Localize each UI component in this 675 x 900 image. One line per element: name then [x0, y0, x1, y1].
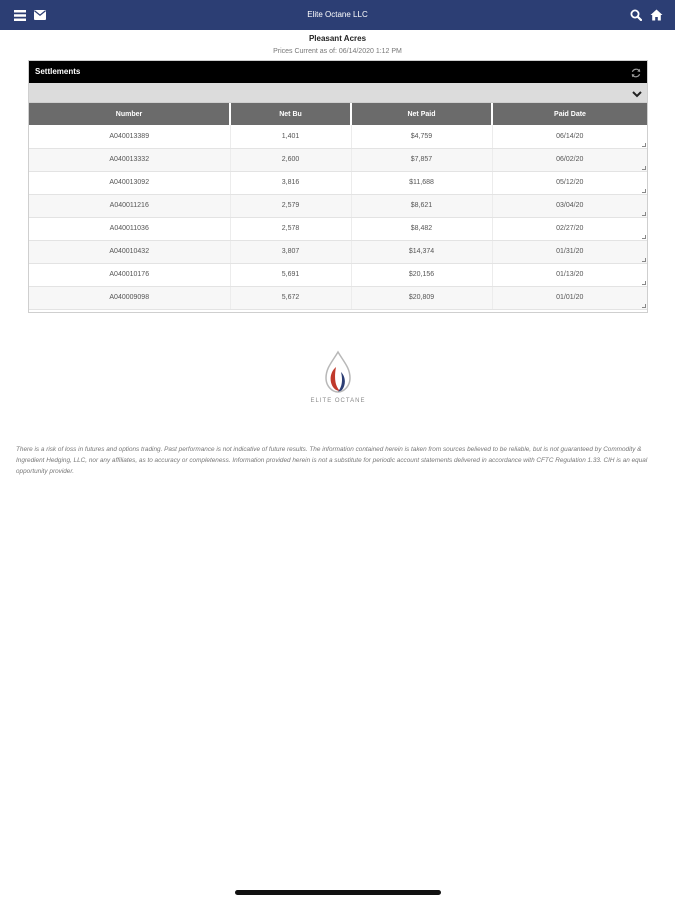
column-header-net-bu[interactable]: Net Bu	[230, 103, 351, 125]
home-indicator[interactable]	[235, 890, 441, 895]
settlements-table	[29, 103, 647, 310]
resize-handle-icon[interactable]	[642, 189, 646, 193]
refresh-icon[interactable]	[630, 66, 642, 78]
paid-date-text: 01/01/20	[556, 294, 584, 301]
table-header-row	[29, 103, 647, 125]
column-header-net-paid[interactable]: Net Paid	[351, 103, 492, 125]
company-logo	[292, 350, 384, 410]
paid-date-text: 06/14/20	[556, 132, 584, 140]
table-row[interactable]	[29, 148, 647, 171]
cell-paid-date	[492, 263, 647, 286]
cell-number: A040011036	[29, 217, 230, 240]
cell-number: A040011216	[29, 194, 230, 217]
column-header-number[interactable]: Number	[29, 103, 230, 125]
cell-paid-date	[492, 217, 647, 240]
home-icon[interactable]	[649, 8, 663, 22]
filter-toggle-bar[interactable]	[29, 83, 647, 103]
cell-net-paid: $11,688	[351, 171, 492, 194]
cell-net-paid: $14,374	[351, 240, 492, 263]
cell-net-paid: $4,759	[351, 125, 492, 148]
cell-paid-date	[492, 194, 647, 217]
column-header-paid-date[interactable]: Paid Date	[492, 103, 647, 125]
table-row[interactable]	[29, 194, 647, 217]
cell-net-paid: $7,857	[351, 148, 492, 171]
cell-net-bu: 5,691	[230, 263, 351, 286]
cell-net-paid: $20,156	[351, 263, 492, 286]
cell-net-bu: 2,578	[230, 217, 351, 240]
table-row[interactable]	[29, 240, 647, 263]
cell-net-paid: $20,809	[351, 286, 492, 309]
chevron-down-icon[interactable]	[631, 87, 643, 99]
paid-date-text: 01/31/20	[556, 248, 584, 255]
table-row[interactable]	[29, 286, 647, 309]
cell-net-bu: 2,579	[230, 194, 351, 217]
settlements-panel-header	[29, 61, 647, 83]
cell-net-bu: 3,816	[230, 171, 351, 194]
cell-paid-date	[492, 125, 647, 148]
page-header	[0, 33, 675, 57]
cell-number: A040013332	[29, 148, 230, 171]
cell-number: A040010176	[29, 263, 230, 286]
cell-paid-date	[492, 148, 647, 171]
settlements-panel	[28, 60, 648, 313]
cell-number: A040010432	[29, 240, 230, 263]
table-row[interactable]	[29, 125, 647, 148]
logo-wordmark: ELITE OCTANE	[310, 398, 366, 404]
cell-number: A040013092	[29, 171, 230, 194]
farm-name: Pleasant Acres	[308, 34, 367, 43]
resize-handle-icon[interactable]	[642, 143, 646, 147]
paid-date-text: 01/13/20	[556, 271, 584, 278]
paid-date-text: 06/02/20	[556, 156, 584, 163]
resize-handle-icon[interactable]	[642, 166, 646, 170]
table-row[interactable]	[29, 171, 647, 194]
cell-paid-date	[492, 171, 647, 194]
droplet-logo-icon	[292, 350, 384, 396]
cell-net-paid: $8,482	[351, 217, 492, 240]
cell-paid-date	[492, 286, 647, 309]
app-title: Elite Octane LLC	[307, 10, 368, 19]
cell-net-paid: $8,621	[351, 194, 492, 217]
cell-net-bu: 5,672	[230, 286, 351, 309]
settlements-title: Settlements	[35, 67, 81, 76]
cell-net-bu: 2,600	[230, 148, 351, 171]
prices-current-timestamp: Prices Current as of: 06/14/2020 1:12 PM	[273, 48, 402, 55]
table-row[interactable]	[29, 217, 647, 240]
cell-net-bu: 3,807	[230, 240, 351, 263]
resize-handle-icon[interactable]	[642, 281, 646, 285]
top-nav-bar	[0, 0, 675, 30]
resize-handle-icon[interactable]	[642, 304, 646, 308]
resize-handle-icon[interactable]	[642, 212, 646, 216]
paid-date-text: 05/12/20	[556, 179, 584, 186]
resize-handle-icon[interactable]	[642, 235, 646, 239]
paid-date-text: 03/04/20	[556, 202, 584, 209]
resize-handle-icon[interactable]	[642, 258, 646, 262]
cell-number: A040009098	[29, 286, 230, 309]
cell-paid-date	[492, 240, 647, 263]
risk-disclaimer: There is a risk of loss in futures and options trading. Past performance is not indicative of future results. The information contained herein is taken from sources believed to be reliable, but is not guaranteed by Commodity & Ingredient Hedging, LLC, nor any affiliates, as to accuracy or completeness. Information provided herein is not a substitute for periodic account statements delivered in accordance with CFTC Regulation 1.33. CIH is an equal opportunity provider.	[16, 446, 648, 475]
cell-net-bu: 1,401	[230, 125, 351, 148]
paid-date-text: 02/27/20	[556, 225, 584, 232]
search-icon[interactable]	[629, 8, 643, 22]
table-row[interactable]	[29, 263, 647, 286]
cell-number: A040013389	[29, 125, 230, 148]
